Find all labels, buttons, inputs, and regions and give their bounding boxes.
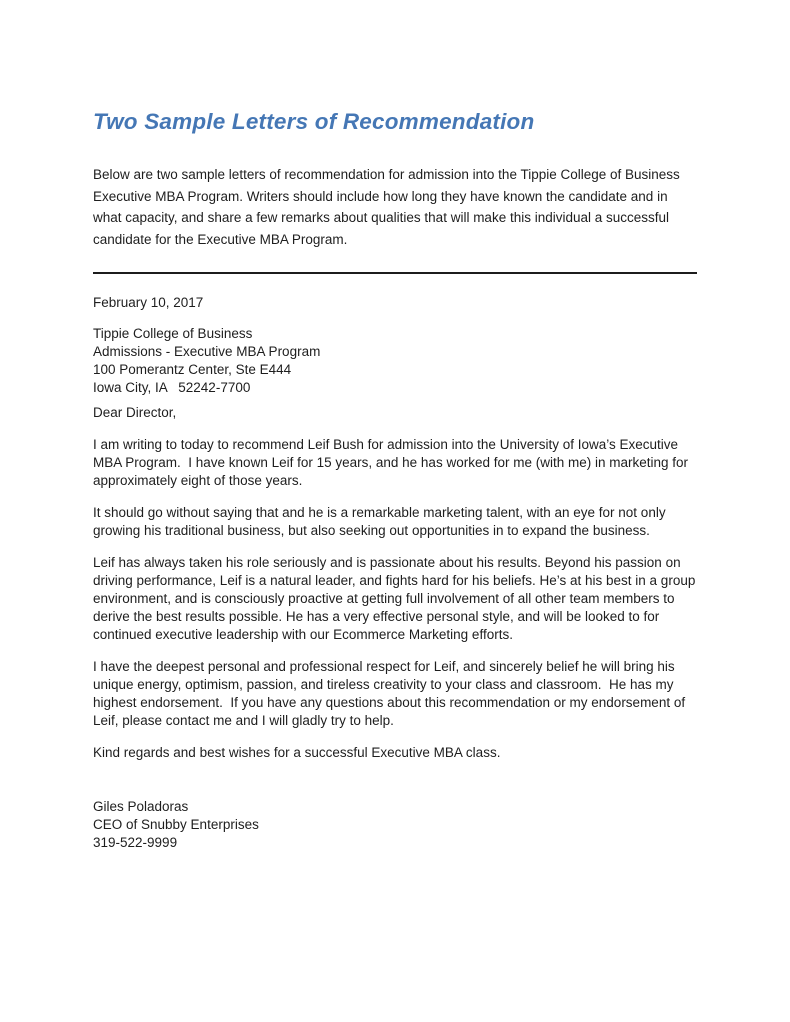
- address-line: Admissions - Executive MBA Program: [93, 344, 321, 359]
- signature-block: [93, 798, 697, 852]
- address-line: 100 Pomerantz Center, Ste E444: [93, 362, 292, 377]
- signature-name: Giles Poladoras: [93, 799, 189, 814]
- recipient-address: [93, 325, 697, 397]
- signature-title: CEO of Snubby Enterprises: [93, 817, 259, 832]
- letter-paragraph: I have the deepest personal and professional respect for Leif, and sincerely belief he will bring his unique energy, optimism, passion, and tireless creativity to your class and classroom. He has my highest endorsement. If you have any questions about this recommendation or my endorsement of Leif, please contact me and I will gladly try to help.: [93, 659, 689, 728]
- closing-line: Kind regards and best wishes for a successful Executive MBA class.: [93, 745, 501, 760]
- address-line: Iowa City, IA 52242-7700: [93, 380, 251, 395]
- divider: [93, 272, 697, 274]
- address-line: Tippie College of Business: [93, 326, 253, 341]
- letter-paragraph: Leif has always taken his role seriously and is passionate about his results. Beyond his passion on driving performance, Leif is a natural leader, and fights hard for his beliefs. He’s at his best in a group environment, and is consciously proactive at getting full involvement of all other team members to derive the best results possible. He has a very effective personal style, and will be looked to for continued executive leadership with our Ecommerce Marketing efforts.: [93, 555, 700, 642]
- intro-paragraph: Below are two sample letters of recommendation for admission into the Tippie College of Business Executive MBA Program. Writers should include how long they have known the candidate and in what capacity, and share a few remarks about qualities that will make this individual a successful candidate for the Executive MBA Program.: [93, 167, 684, 247]
- letter-body: [93, 294, 700, 852]
- salutation: Dear Director,: [93, 405, 177, 420]
- letter-paragraph: I am writing to today to recommend Leif Bush for admission into the University of Iowa’s Executive MBA Program. I have known Leif for 15 years, and he has worked for me (with me) in marketing for approximately eight of those years.: [93, 437, 692, 488]
- page-title: Two Sample Letters of Recommendation: [93, 109, 535, 134]
- signature-phone: 319-522-9999: [93, 835, 178, 850]
- letter-paragraph: It should go without saying that and he is a remarkable marketing talent, with an eye for not only growing his traditional business, but also seeking out opportunities in to expand the business.: [93, 505, 670, 538]
- letter-date: February 10, 2017: [93, 295, 204, 310]
